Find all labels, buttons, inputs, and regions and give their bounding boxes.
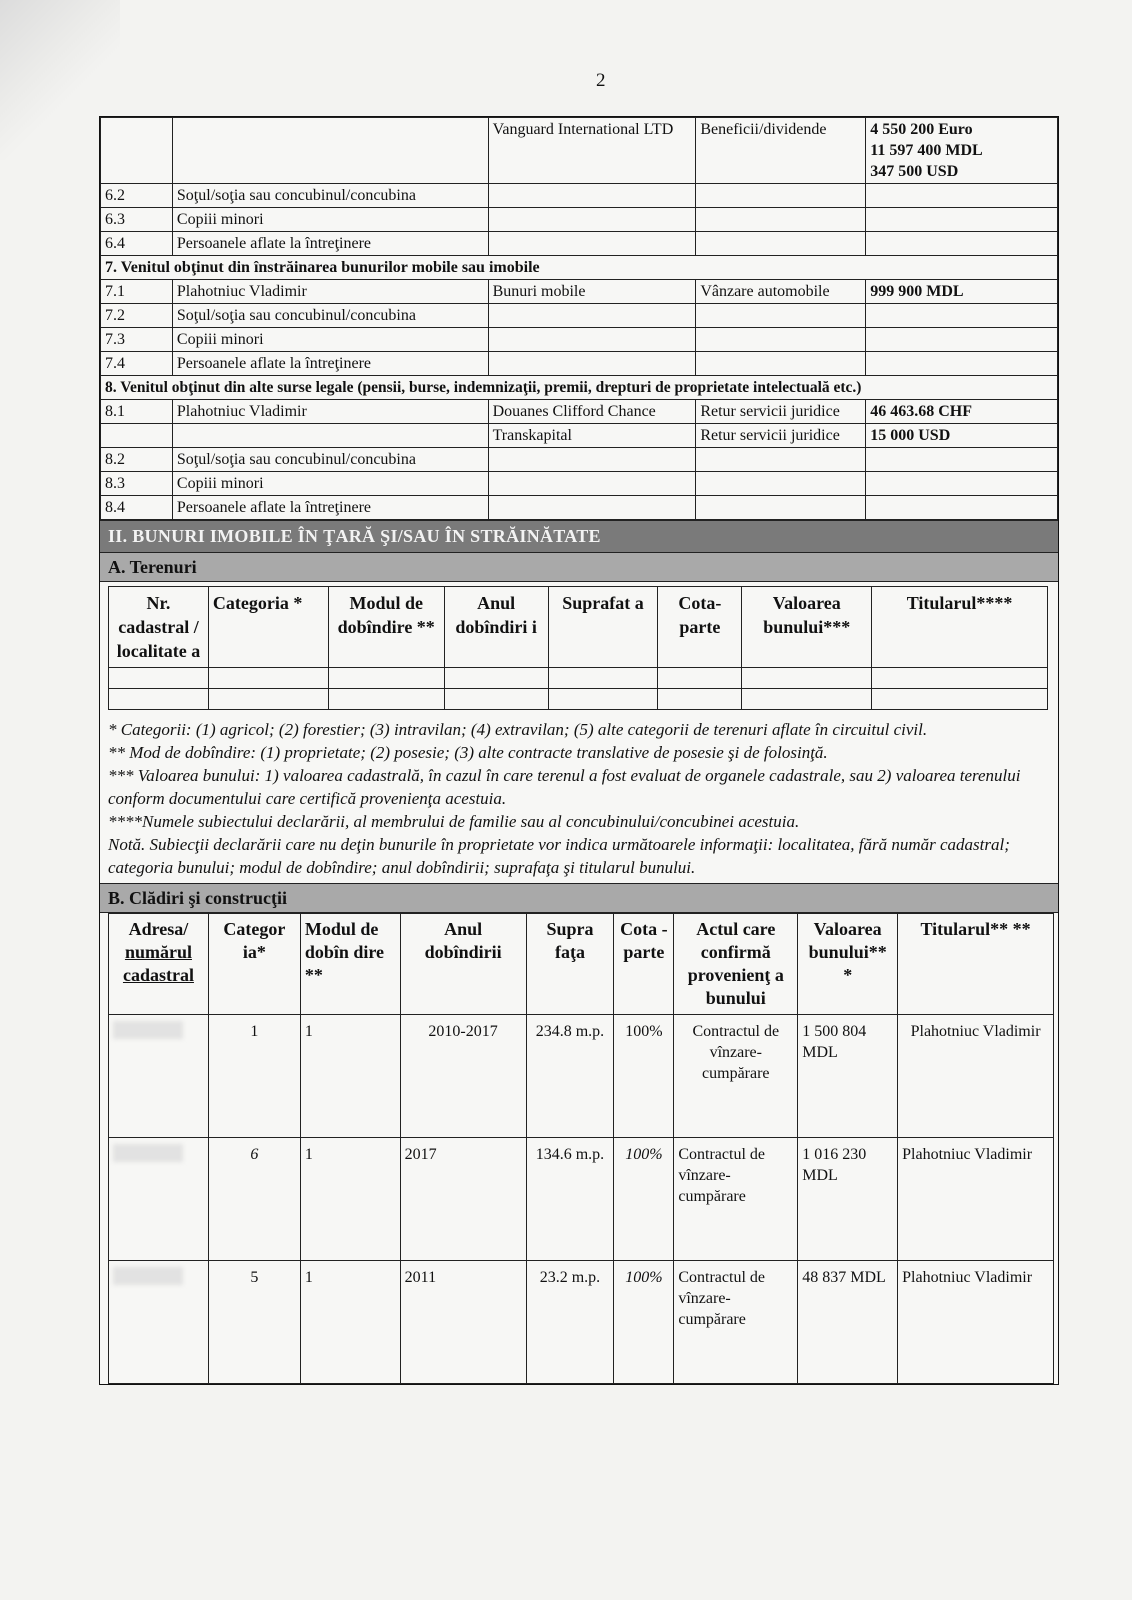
col-anul-dobindirii: Anul dobîndiri i [444,587,548,668]
cell-titularul: Plahotniuc Vladimir [898,1261,1054,1384]
row-type: Vânzare automobile [696,280,866,304]
table-row [101,232,1058,256]
col-nr-cadastral: Nr. cadastral / localitate a [109,587,209,668]
row-subject: Persoanele aflate la întreţinere [172,352,488,376]
col-cota-parte: Cota-parte [658,587,742,668]
col-valoarea: Valoarea bunului*** [742,587,872,668]
table-row [101,208,1058,232]
row-amount: 15 000 USD [866,424,1058,448]
row-subject: Copiii minori [172,328,488,352]
cell-cota: 100% [614,1015,674,1138]
row-amount [866,352,1058,376]
note-mod-dobindire: ** Mod de dobîndire: (1) proprietate; (2) posesie; (3) alte contracte translative de posesie şi de folosinţă. [108,743,828,762]
row-subject [172,118,488,184]
redacted-address [109,1015,209,1138]
row-source [488,352,696,376]
note-numele: ****Numele subiectului declarării, al membrului de familie sau al concubinului/concubinei acestuia. [108,812,800,831]
cell-modul: 1 [300,1138,400,1261]
row-amount: 46 463.68 CHF [866,400,1058,424]
row-num: 7.2 [101,304,173,328]
row-source [488,496,696,520]
cell-valoarea: 48 837 MDL [798,1261,898,1384]
cell-anul: 2011 [400,1261,526,1384]
table-row [101,496,1058,520]
row-amount [866,208,1058,232]
section-8-header [101,376,1058,400]
table-row [109,1015,1054,1138]
col-anul: Anul dobîndirii [400,914,526,1015]
row-amount: 999 900 MDL [866,280,1058,304]
row-type: Beneficii/dividende [696,118,866,184]
col-suprafata: Suprafat a [548,587,658,668]
row-type: Retur servicii juridice [696,400,866,424]
row-type [696,184,866,208]
cell-anul: 2017 [400,1138,526,1261]
row-num: 6.4 [101,232,173,256]
table-row [101,424,1058,448]
table-row [109,1138,1054,1261]
table-row [101,352,1058,376]
row-source: Transkapital [488,424,696,448]
row-subject: Plahotniuc Vladimir [172,280,488,304]
cell-titularul: Plahotniuc Vladimir [898,1138,1054,1261]
table-row [101,400,1058,424]
section-8-title: 8. Venitul obţinut din alte surse legale (pensii, burse, indemnizaţii, premii, drepturi de proprietate intelectuală etc.) [101,376,1058,400]
row-source [488,304,696,328]
row-source [488,184,696,208]
cell-valoarea: 1 016 230 MDL [798,1138,898,1261]
table-row [101,304,1058,328]
terenuri-notes [100,714,1058,884]
row-type [696,448,866,472]
row-num: 7.1 [101,280,173,304]
cell-titularul: Plahotniuc Vladimir [898,1015,1054,1138]
section-2-title: II. BUNURI IMOBILE ÎN ŢARĂ ŞI/SAU ÎN STRĂINĂTATE [100,520,1058,553]
row-subject: Copiii minori [172,208,488,232]
row-amount [866,496,1058,520]
declaration-frame [99,116,1059,1385]
row-source: Douanes Clifford Chance [488,400,696,424]
row-source: Vanguard International LTD [488,118,696,184]
row-type: Retur servicii juridice [696,424,866,448]
row-type [696,352,866,376]
col-valoarea: Valoarea bunului** * [798,914,898,1015]
row-source [488,208,696,232]
row-amount [866,184,1058,208]
cladiri-title: B. Clădiri şi construcţii [100,884,1058,913]
table-row [109,689,1048,710]
col-modul: Modul de dobîn dire ** [300,914,400,1015]
col-categoria: Categoria * [208,587,328,668]
table-row [101,184,1058,208]
col-adresa [109,914,209,1015]
row-type [696,208,866,232]
table-row [101,118,1058,184]
row-amount [866,304,1058,328]
row-num: 7.4 [101,352,173,376]
row-source [488,232,696,256]
cell-valoarea: 1 500 804 MDL [798,1015,898,1138]
note-valoarea: *** Valoarea bunului: 1) valoarea cadastrală, în cazul în care terenul a fost evaluat de organele cadastrale, sau 2) valoarea terenului conform documentului care certifică provenienţa acestuia. [108,766,1021,808]
table-row [101,280,1058,304]
section-7-header [101,256,1058,280]
row-num: 7.3 [101,328,173,352]
table-row [109,1261,1054,1384]
cell-categoria: 6 [208,1138,300,1261]
terenuri-title: A. Terenuri [100,553,1058,582]
table-row [101,448,1058,472]
row-num: 8.2 [101,448,173,472]
col-cota: Cota - parte [614,914,674,1015]
row-source [488,472,696,496]
row-type [696,328,866,352]
row-subject: Copiii minori [172,472,488,496]
note-nota: Notă. Subiecţii declarării care nu deţin bunurile în proprietate vor indica următoarele informaţii: localitatea, fără număr cadastral; categoria bunului; modul de dobîndire; anul dobîndirii; suprafaţa şi titularul bunului. [108,835,1010,877]
row-subject: Persoanele aflate la întreţinere [172,232,488,256]
cell-actul: Contractul de vînzare-cumpărare [674,1138,798,1261]
cell-modul: 1 [300,1261,400,1384]
row-subject: Soţul/soţia sau concubinul/concubina [172,184,488,208]
table-row [101,328,1058,352]
row-num: 6.2 [101,184,173,208]
cell-anul: 2010-2017 [400,1015,526,1138]
row-num [101,118,173,184]
row-subject: Soţul/soţia sau concubinul/concubina [172,304,488,328]
row-num: 6.3 [101,208,173,232]
cladiri-table [108,913,1054,1384]
row-num [101,424,173,448]
redacted-address [109,1261,209,1384]
col-adresa-label: Adresa/ [128,919,189,939]
cell-cota: 100% [614,1261,674,1384]
row-source [488,328,696,352]
row-amount [866,448,1058,472]
page-number: 2 [596,70,606,91]
table-row [109,668,1048,689]
row-num: 8.1 [101,400,173,424]
cell-suprafata: 234.8 m.p. [526,1015,614,1138]
table-row [101,472,1058,496]
row-subject: Soţul/soţia sau concubinul/concubina [172,448,488,472]
cell-cota: 100% [614,1138,674,1261]
col-suprafata: Supra faţa [526,914,614,1015]
cell-suprafata: 23.2 m.p. [526,1261,614,1384]
row-amount [866,232,1058,256]
row-type [696,304,866,328]
cell-actul: Contractul de vînzare-cumpărare [674,1015,798,1138]
cell-modul: 1 [300,1015,400,1138]
row-source [488,448,696,472]
row-subject: Persoanele aflate la întreţinere [172,496,488,520]
redacted-address [109,1138,209,1261]
col-cadastral-label: cadastral [122,965,194,985]
col-categoria: Categor ia* [208,914,300,1015]
row-amount [866,328,1058,352]
row-type [696,472,866,496]
row-subject [172,424,488,448]
cell-categoria: 1 [208,1015,300,1138]
row-amount: 4 550 200 Euro 11 597 400 MDL 347 500 USD [866,118,1058,184]
row-amount [866,472,1058,496]
cell-suprafata: 134.6 m.p. [526,1138,614,1261]
row-source: Bunuri mobile [488,280,696,304]
col-titularul: Titularul**** [872,587,1048,668]
section-7-title: 7. Venitul obţinut din înstrăinarea bunurilor mobile sau imobile [101,256,1058,280]
cladiri-header-row [109,914,1054,1015]
terenuri-table [108,586,1048,710]
cell-actul: Contractul de vînzare-cumpărare [674,1261,798,1384]
row-num: 8.3 [101,472,173,496]
cell-categoria: 5 [208,1261,300,1384]
col-numarul-label: numărul [124,942,192,962]
terenuri-header-row [109,587,1048,668]
income-table [100,117,1058,520]
col-modul-dobindire: Modul de dobîndire ** [328,587,444,668]
row-subject: Plahotniuc Vladimir [172,400,488,424]
row-num: 8.4 [101,496,173,520]
row-type [696,496,866,520]
col-titularul: Titularul** ** [898,914,1054,1015]
note-categorii: * Categorii: (1) agricol; (2) forestier; (3) intravilan; (4) extravilan; (5) alte categorii de terenuri aflate în circuitul civil. [108,720,928,739]
row-type [696,232,866,256]
col-actul: Actul care confirmă provenienţ a bunului [674,914,798,1015]
